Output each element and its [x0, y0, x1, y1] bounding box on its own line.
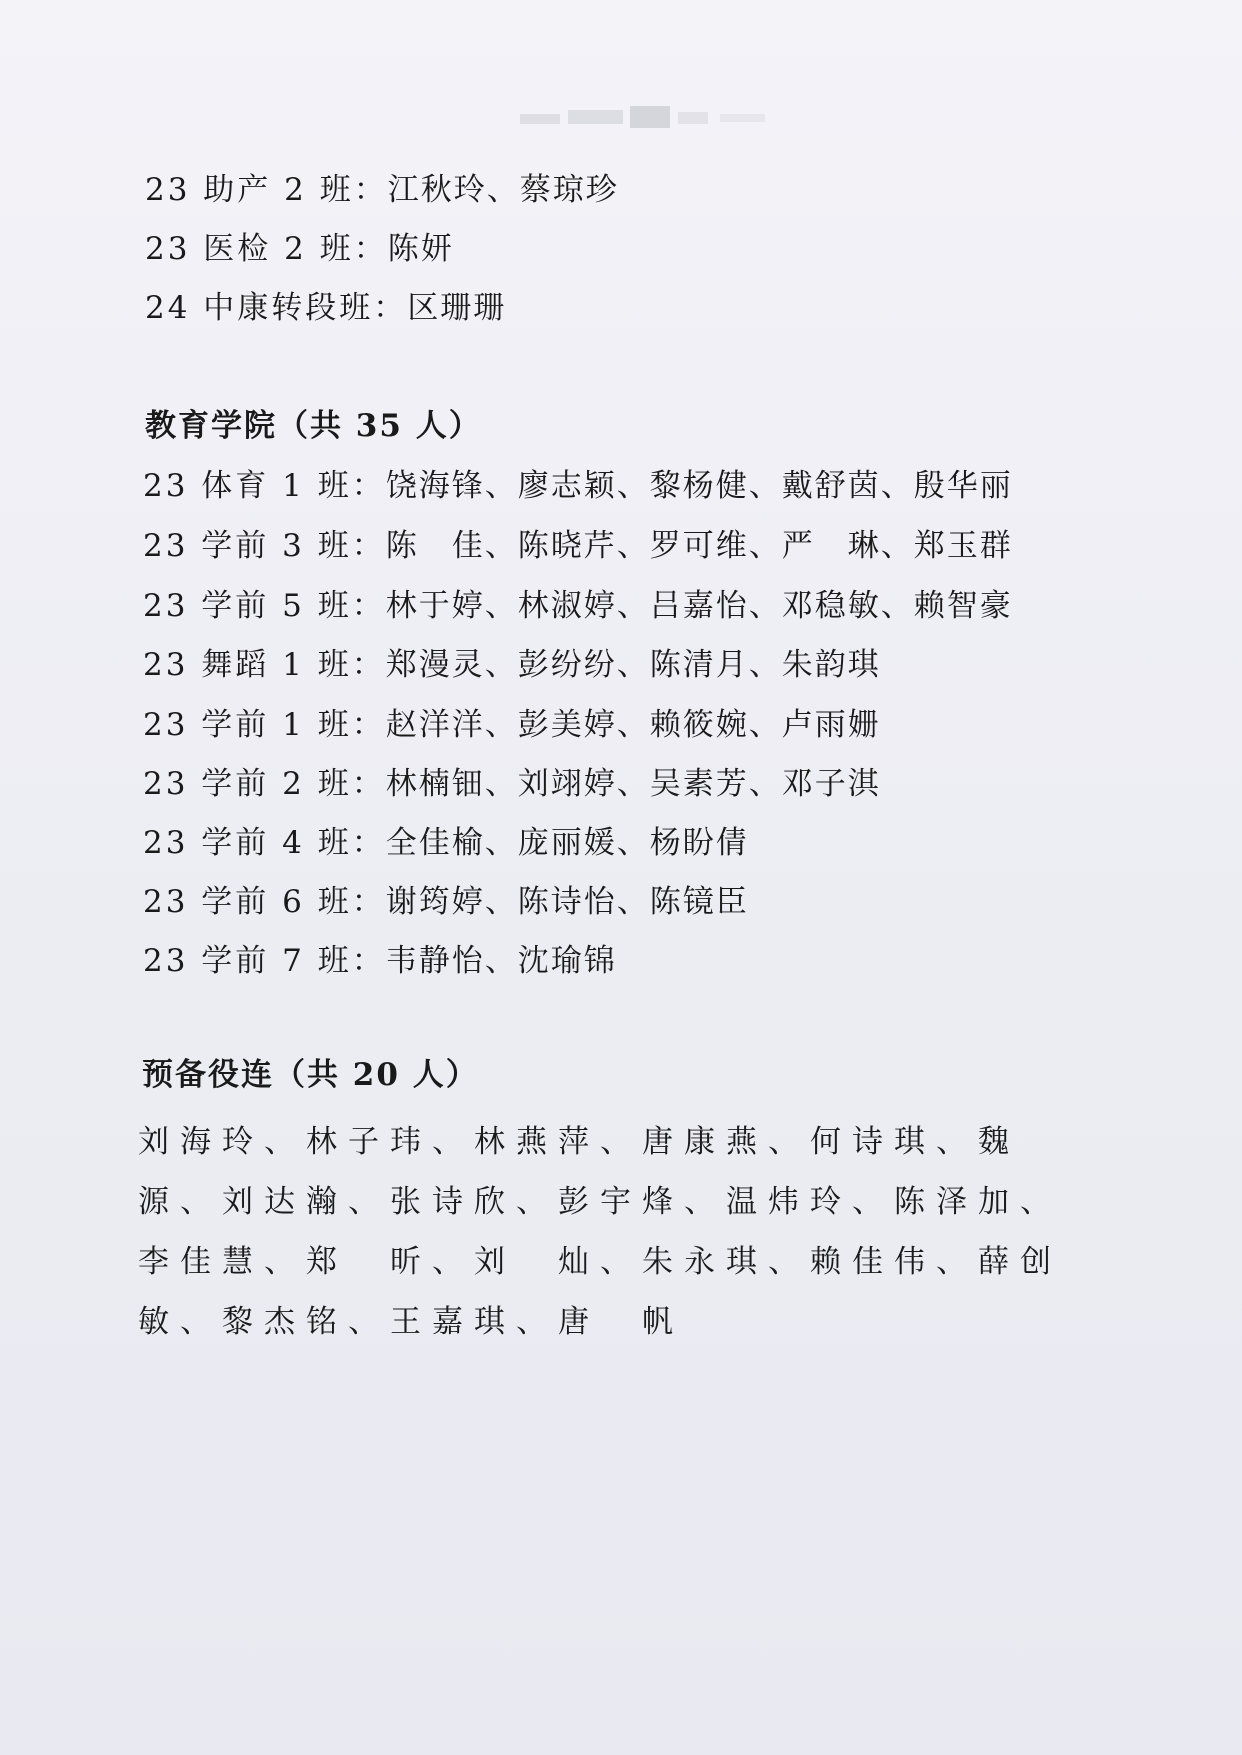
class-row	[143, 941, 617, 981]
class-names: 赵洋洋、彭美婷、赖筱婉、卢雨姗	[385, 707, 881, 743]
class-names: 林楠钿、刘翊婷、吴素芳、邓子淇	[385, 766, 881, 802]
class-row	[143, 823, 749, 863]
class-label: 23 学前 4 班：	[143, 825, 386, 861]
class-row	[143, 882, 749, 922]
class-row	[143, 466, 1013, 506]
class-names: 林于婷、林淑婷、吕嘉怡、邓稳敏、赖智豪	[385, 588, 1013, 624]
class-label: 23 学前 5 班：	[143, 588, 386, 624]
class-names: 陈 佳、陈晓芹、罗可维、严 琳、郑玉群	[385, 528, 1013, 564]
class-names: 饶海锋、廖志颖、黎杨健、戴舒茵、殷华丽	[385, 468, 1013, 504]
class-names: 江秋玲、蔡琼珍	[387, 172, 619, 208]
section-heading-reserve: 预备役连（共 20 人）	[142, 1057, 479, 1093]
class-names: 韦静怡、沈瑜锦	[385, 943, 617, 979]
class-label: 23 医检 2 班：	[145, 231, 388, 267]
scan-smudge	[520, 104, 770, 136]
class-names: 郑漫灵、彭纷纷、陈清月、朱韵琪	[385, 647, 881, 683]
class-row	[143, 705, 881, 745]
class-label: 23 助产 2 班：	[145, 172, 388, 208]
class-names: 区珊珊	[407, 290, 507, 326]
reserve-names-paragraph: 刘海玲、林子玮、林燕萍、唐康燕、何诗琪、魏 源、刘达瀚、张诗欣、彭宇烽、温炜玲、陈泽加、李佳慧、郑 昕、刘 灿、朱永琪、赖佳伟、薛创敏、黎杰铭、王嘉琪、唐 帆	[138, 1124, 1062, 1340]
class-row	[145, 170, 619, 210]
class-label: 23 学前 7 班：	[143, 943, 386, 979]
class-label: 24 中康转段班：	[145, 290, 408, 326]
class-label: 23 学前 6 班：	[143, 884, 386, 920]
class-row	[143, 645, 881, 685]
class-label: 23 舞蹈 1 班：	[143, 647, 386, 683]
class-row	[145, 229, 454, 269]
class-label: 23 学前 2 班：	[143, 766, 386, 802]
class-names: 全佳榆、庞丽媛、杨盼倩	[385, 825, 749, 861]
class-label: 23 学前 1 班：	[143, 707, 386, 743]
class-row	[143, 526, 1013, 566]
class-row	[143, 764, 881, 804]
class-row	[145, 288, 506, 328]
class-label: 23 体育 1 班：	[143, 468, 386, 504]
class-label: 23 学前 3 班：	[143, 528, 386, 564]
class-names: 谢筠婷、陈诗怡、陈镜臣	[385, 884, 749, 920]
section-heading-education: 教育学院（共 35 人）	[145, 408, 482, 444]
class-names: 陈妍	[387, 231, 454, 267]
class-row	[143, 586, 1013, 626]
